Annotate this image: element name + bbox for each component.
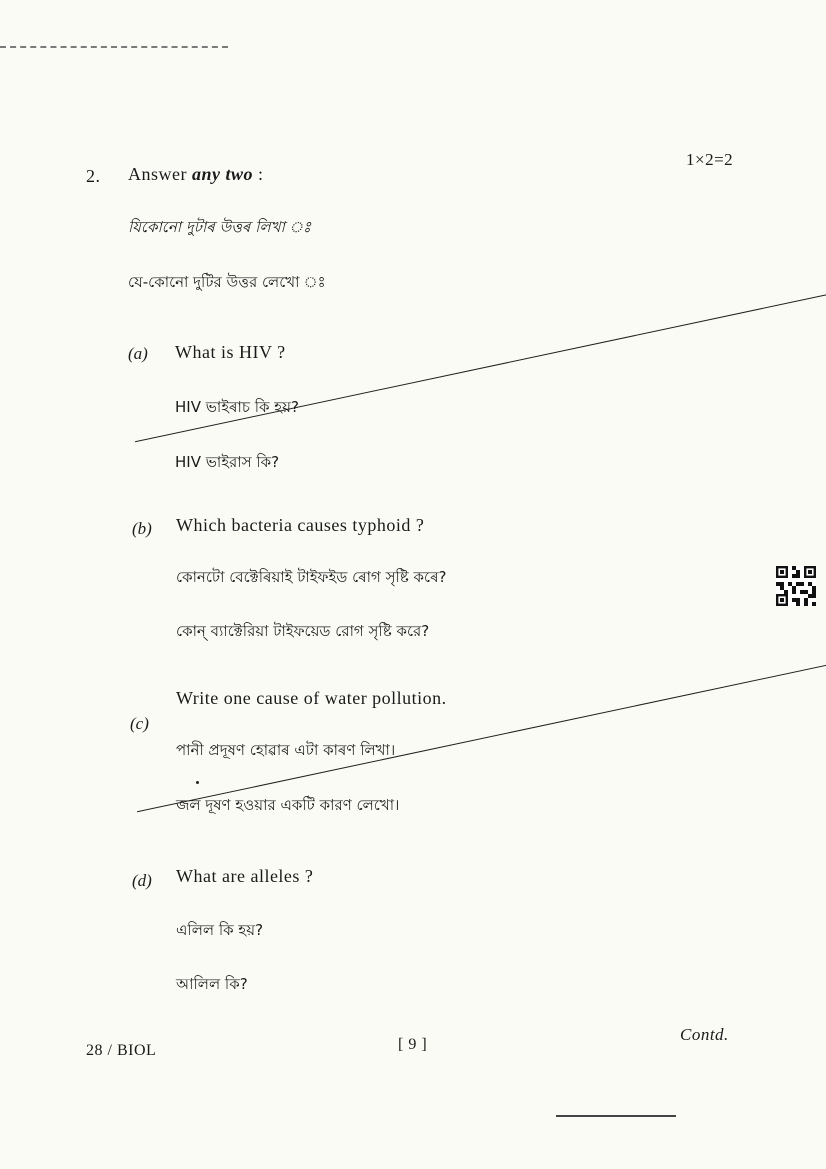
intro-bengali: যে-কোনো দুটির উত্তর লেখো ঃ — [128, 273, 326, 291]
part-a-label: (a) — [128, 344, 826, 364]
part-d-bengali: আলিল কি? — [176, 975, 248, 993]
intro-suffix: : — [258, 164, 264, 184]
qr-code-icon — [776, 566, 816, 606]
part-a-english: What is HIV ? — [175, 342, 286, 362]
top-dashed-rule — [0, 46, 228, 48]
part-c-label: (c) — [130, 714, 826, 734]
page-number: [ 9 ] — [398, 1036, 428, 1053]
intro-emphasis: any two — [192, 164, 254, 184]
continued-label: Contd. — [680, 1025, 729, 1044]
part-b-bengali: কোন্ ব্যাক্টেরিয়া টাইফয়েড রোগ সৃষ্টি করে? — [176, 622, 430, 640]
question-number: 2. — [86, 166, 101, 186]
part-c-bengali: জল দূষণ হওয়ার একটি কারণ লেখো। — [176, 796, 400, 814]
ink-dot — [196, 781, 199, 784]
question-intro — [128, 164, 264, 185]
part-d-label: (d) — [132, 871, 152, 890]
intro-assamese: যিকোনো দুটাৰ উত্তৰ লিখা ঃ — [128, 218, 312, 236]
part-c-english: Write one cause of water pollution. — [176, 688, 447, 708]
subject-code: 28 / BIOL — [86, 1042, 157, 1059]
marks-label: 1×2=2 — [686, 150, 734, 169]
part-d-assamese: এলিল কি হয়? — [176, 921, 264, 939]
part-b-english: Which bacteria causes typhoid ? — [176, 515, 425, 535]
part-d-english: What are alleles ? — [176, 866, 314, 886]
part-c-assamese: পানী প্ৰদূষণ হোৱাৰ এটা কাৰণ লিখা। — [176, 741, 396, 759]
part-b-label: (b) — [132, 519, 152, 538]
part-a-assamese: HIV ভাইৰাচ কি হয়? — [175, 398, 299, 416]
part-b-assamese: কোনটো বেক্টেৰিয়াই টাইফইড ৰোগ সৃষ্টি কৰে? — [176, 568, 447, 586]
bottom-rule — [556, 1115, 676, 1117]
part-a-bengali: HIV ভাইরাস কি? — [175, 453, 280, 471]
intro-prefix: Answer — [128, 164, 187, 184]
